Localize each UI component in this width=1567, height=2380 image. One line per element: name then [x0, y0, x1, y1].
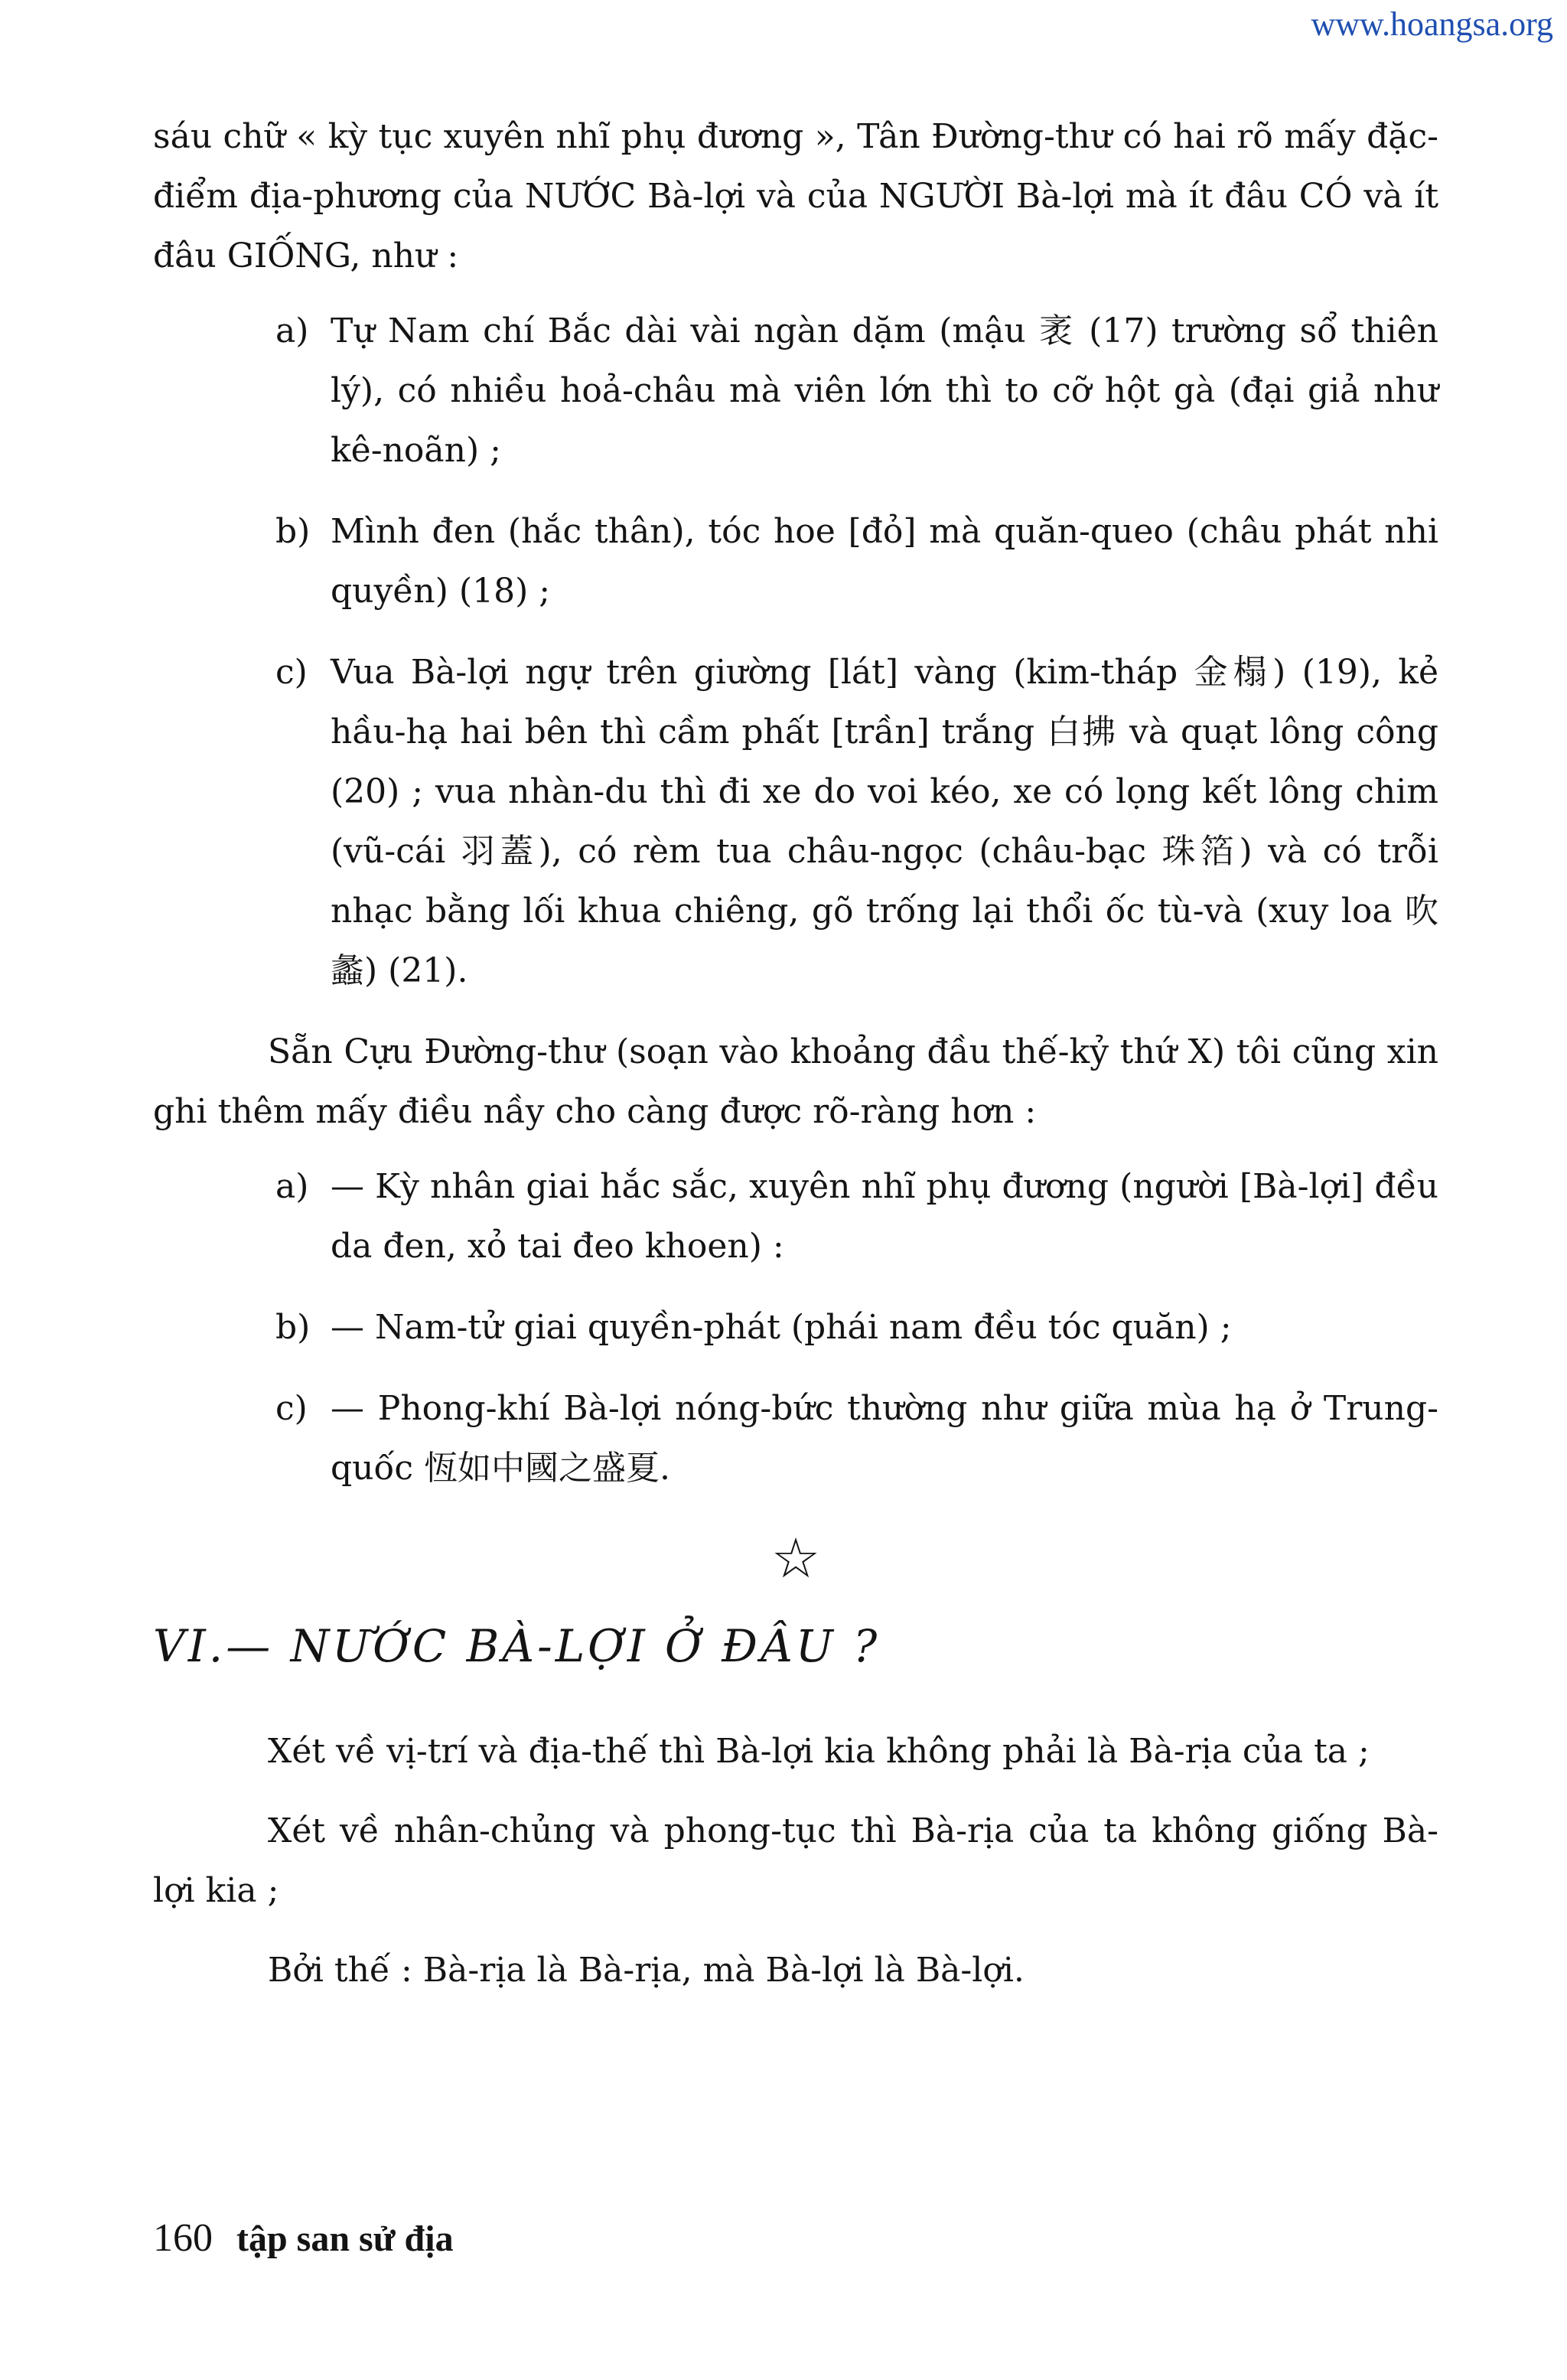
item-label: a) — [275, 1167, 309, 1206]
item-text: — Phong-khí Bà-lợi nóng-bức thường như giữa mùa hạ ở Trung-quốc 恆如中國之盛夏. — [331, 1389, 1438, 1488]
page-body — [153, 107, 1438, 2000]
list-item — [275, 1157, 1438, 1276]
list-2 — [275, 1157, 1438, 1498]
paragraph-4: Xét về nhân-chủng và phong-tục thì Bà-rịa của ta không giống Bà-lợi kia ; — [153, 1811, 1438, 1910]
magazine-name: tập san sử địa — [236, 2219, 454, 2259]
item-label: a) — [275, 311, 309, 350]
item-label: b) — [275, 1308, 311, 1347]
watermark-text[interactable]: www.hoangsa.org — [1311, 5, 1553, 43]
section-heading: VI.— NƯỚC BÀ-LỢI Ở ĐÂU ? — [153, 1620, 881, 1672]
item-text: Vua Bà-lợi ngự trên giường [lát] vàng (kim-tháp 金榻) (19), kẻ hầu-hạ hai bên thì cầm phất [trần] trắng 白拂 và quạt lông công (20) ; vua nhàn-du thì đi xe do voi kéo, xe có lọng kết lông chim (vũ-cái 羽蓋), có rèm tua châu-ngọc (châu-bạc 珠箔) và có trỗi nhạc bằng lối khua chiêng, gõ trống lại thổi ốc tù-và (xuy loa 吹蠡) (21). — [331, 653, 1438, 990]
item-text: Tự Nam chí Bắc dài vài ngàn dặm (mậu 袤 (17) trường sổ thiên lý), có nhiều hoả-châu mà viên lớn thì to cỡ hột gà (đại giả như kê-noãn) ; — [331, 311, 1438, 470]
paragraph-3: Xét về vị-trí và địa-thế thì Bà-lợi kia không phải là Bà-rịa của ta ; — [268, 1732, 1370, 1771]
item-label: b) — [275, 512, 311, 551]
item-label: c) — [275, 653, 308, 692]
item-text: — Nam-tử giai quyền-phát (phái nam đều tóc quăn) ; — [331, 1308, 1232, 1347]
page-number: 160 — [153, 2216, 213, 2260]
item-label: c) — [275, 1389, 308, 1428]
paragraph-2: Sẵn Cựu Đường-thư (soạn vào khoảng đầu thế-kỷ thứ X) tôi cũng xin ghi thêm mấy điều nầy cho càng được rõ-ràng hơn : — [153, 1032, 1438, 1131]
paragraph-5: Bởi thế : Bà-rịa là Bà-rịa, mà Bà-lợi là Bà-lợi. — [268, 1951, 1025, 1990]
intro-paragraph: sáu chữ « kỳ tục xuyên nhĩ phụ đương », Tân Đường-thư có hai rõ mấy đặc-điểm địa-phương của NƯỚC Bà-lợi và của NGƯỜI Bà-lợi mà ít đâu CÓ và ít đâu GIỐNG, như : — [153, 117, 1438, 275]
item-text: Mình đen (hắc thân), tóc hoe [đỏ] mà quăn-queo (châu phát nhi quyền) (18) ; — [331, 512, 1438, 611]
list-item — [275, 643, 1438, 1001]
list-item — [275, 1379, 1438, 1498]
list-item — [275, 502, 1438, 621]
star-icon: ☆ — [770, 1526, 821, 1590]
list-1 — [275, 302, 1438, 1001]
page-footer — [153, 2215, 454, 2261]
item-text: — Kỳ nhân giai hắc sắc, xuyên nhĩ phụ đương (người [Bà-lợi] đều da đen, xỏ tai đeo khoen) : — [331, 1167, 1438, 1266]
list-item — [275, 1298, 1438, 1358]
list-item — [275, 302, 1438, 481]
